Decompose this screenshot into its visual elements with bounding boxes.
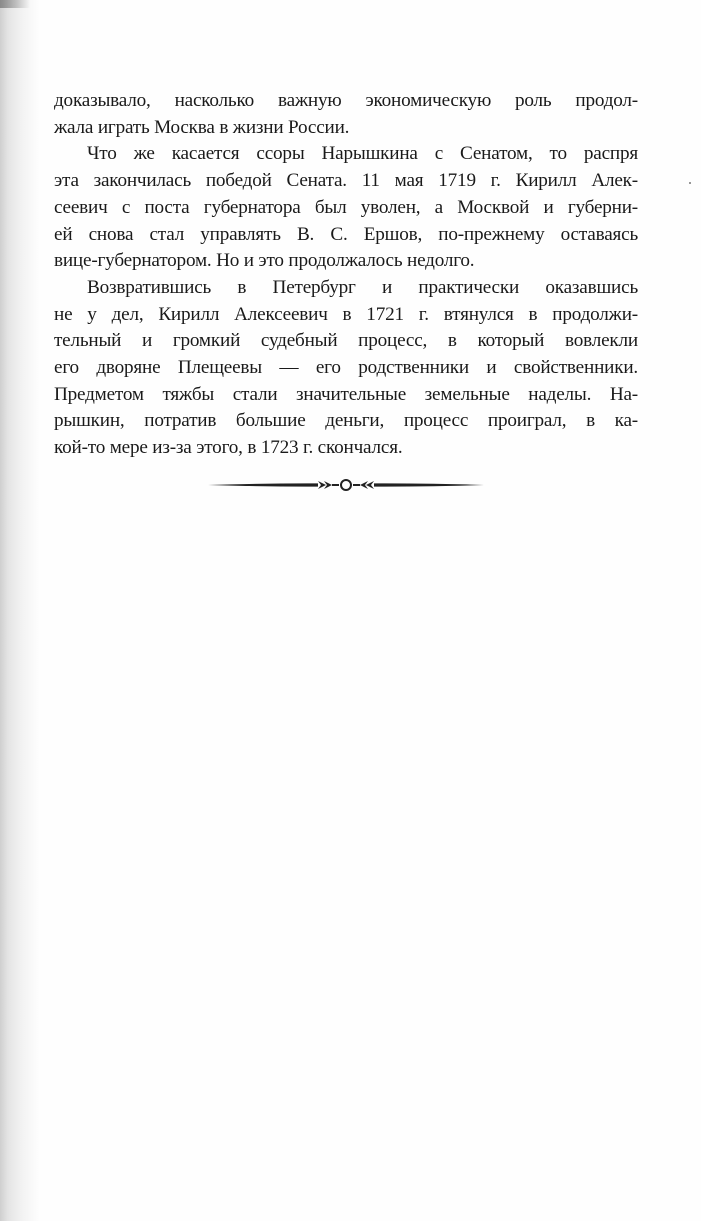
- text-line: сеевич с поста губернатора был уволен, а Москвой и губерни-: [54, 196, 638, 218]
- text-line: его дворяне Плещеевы — его родственники и свойственники.: [54, 357, 638, 379]
- text-line: Предметом тяжбы стали значительные земельные наделы. На-: [54, 383, 638, 405]
- text-line: жала играть Москва в жизни России.: [54, 116, 350, 138]
- text-line: эта закончилась победой Сената. 11 мая 1719 г. Кирилл Алек-: [54, 170, 638, 192]
- text-line: доказывало, насколько важную экономическую роль продол-: [54, 90, 638, 111]
- scan-speck: [689, 182, 691, 184]
- text-line: тельный и громкий судебный процесс, в который вовлекли: [54, 330, 638, 352]
- text-line: рышкин, потратив большие деньги, процесс проиграл, в ка-: [54, 410, 638, 432]
- text-line: Что же касается ссоры Нарышкина с Сенатом, то распря: [87, 143, 638, 165]
- section-end-flourish-icon: [206, 474, 486, 496]
- spine-shadow: [0, 0, 40, 1221]
- text-line: ей снова стал управлять В. С. Ершов, по-прежнему оставаясь: [54, 223, 638, 245]
- scan-corner-mark: [0, 0, 30, 8]
- paragraph-continuation: [54, 88, 638, 141]
- paragraph-lawsuit: [54, 275, 638, 462]
- text-line: кой-то мере из-за этого, в 1723 г. скончался.: [54, 437, 403, 459]
- body-text: [54, 88, 638, 462]
- text-line: Возвратившись в Петербург и практически оказавшись: [87, 276, 638, 298]
- paragraph-senate-dispute: [54, 141, 638, 275]
- text-line: вице-губернатором. Но и это продолжалось недолго.: [54, 250, 475, 272]
- text-line: не у дел, Кирилл Алексеевич в 1721 г. втянулся в продолжи-: [54, 303, 638, 325]
